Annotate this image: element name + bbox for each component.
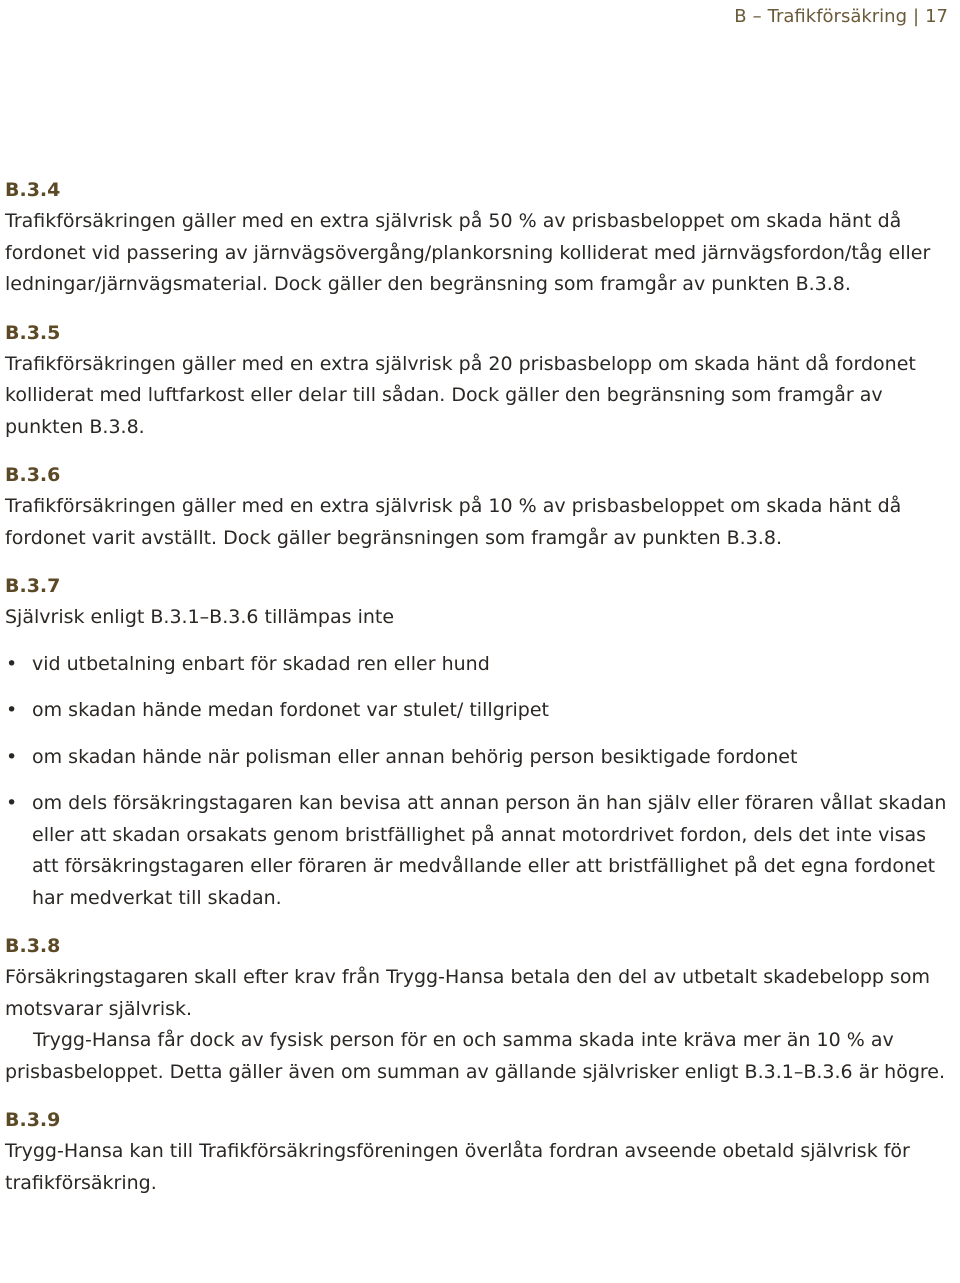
section-paragraph: Trygg-Hansa kan till Trafikförsäkringsföreningen överlåta fordran avseende obetald självrisk för trafikförsäkring. [5, 1140, 910, 1194]
list-item-text: vid utbetalning enbart för skadad ren eller hund [32, 652, 490, 675]
section-paragraph: Trygg-Hansa får dock av fysisk person för en och samma skada inte kräva mer än 10 % av prisbasbeloppet. Detta gäller även om summan av gällande självrisker enligt B.3.1–B.3.6 är högre. [5, 1029, 946, 1083]
list-item-text: om skadan hände medan fordonet var stulet/ tillgripet [32, 699, 549, 721]
section-paragraph: Försäkringstagaren skall efter krav från Trygg-Hansa betala den del av utbetalt skadebelopp som motsvarar självrisk. [5, 966, 931, 1020]
section-intro: Självrisk enligt B.3.1–B.3.6 tillämpas inte [5, 606, 395, 628]
section-heading: B.3.8 [5, 935, 61, 957]
section-heading: B.3.6 [5, 464, 61, 486]
list-item [5, 788, 953, 914]
page-number: 17 [925, 6, 948, 27]
section-b-3-8 [5, 931, 953, 1088]
section-heading: B.3.4 [5, 179, 61, 201]
list-item-text: om skadan hände när polisman eller annan behörig person besiktigade fordonet [32, 745, 798, 768]
list-item-text: om dels försäkringstagaren kan bevisa att annan person än han själv eller föraren vållat skadan eller att skadan orsakats genom bristfällighet på annat motordrivet fordon, dels det inte visas att försäkringstagaren eller föraren är medvållande eller att bristfällighet på det egna fordonet har medverkat till skadan. [32, 792, 947, 909]
section-b-3-7 [5, 571, 953, 914]
section-paragraph: Trafikförsäkringen gäller med en extra självrisk på 50 % av prisbasbeloppet om skada hänt då fordonet vid passering av järnvägsövergång/plankorsning kolliderat med järnvägsfordon/tåg eller ledningar/järnvägsmaterial. Dock gäller den begränsning som framgår av punkten B.3.8. [5, 210, 931, 295]
list-item [5, 695, 953, 727]
list-item [5, 649, 953, 681]
list-item [5, 742, 953, 774]
section-heading: B.3.5 [5, 321, 61, 344]
header-section-title: Trafikförsäkring [767, 6, 908, 27]
header-section-letter: B [734, 6, 747, 27]
running-header: B – Trafikförsäkring | 17 [734, 6, 948, 27]
document-body [5, 175, 953, 1216]
bullet-icon: • [6, 745, 18, 768]
exception-list [5, 649, 953, 915]
bullet-icon: • [6, 699, 18, 721]
bullet-icon: • [6, 652, 18, 675]
section-b-3-6 [5, 460, 953, 554]
section-heading: B.3.9 [5, 1109, 61, 1131]
section-b-3-9 [5, 1105, 953, 1199]
bullet-icon: • [6, 792, 18, 814]
section-paragraph: Trafikförsäkringen gäller med en extra självrisk på 20 prisbasbelopp om skada hänt då fordonet kolliderat med luftfarkost eller delar till sådan. Dock gäller den begränsning som framgår av punkten B.3.8. [5, 352, 916, 438]
section-b-3-4 [5, 175, 953, 301]
section-heading: B.3.7 [5, 575, 61, 597]
section-paragraph: Trafikförsäkringen gäller med en extra självrisk på 10 % av prisbasbeloppet om skada hänt då fordonet varit avställt. Dock gäller begränsningen som framgår av punkten B.3.8. [5, 495, 902, 549]
section-b-3-5 [5, 318, 953, 444]
